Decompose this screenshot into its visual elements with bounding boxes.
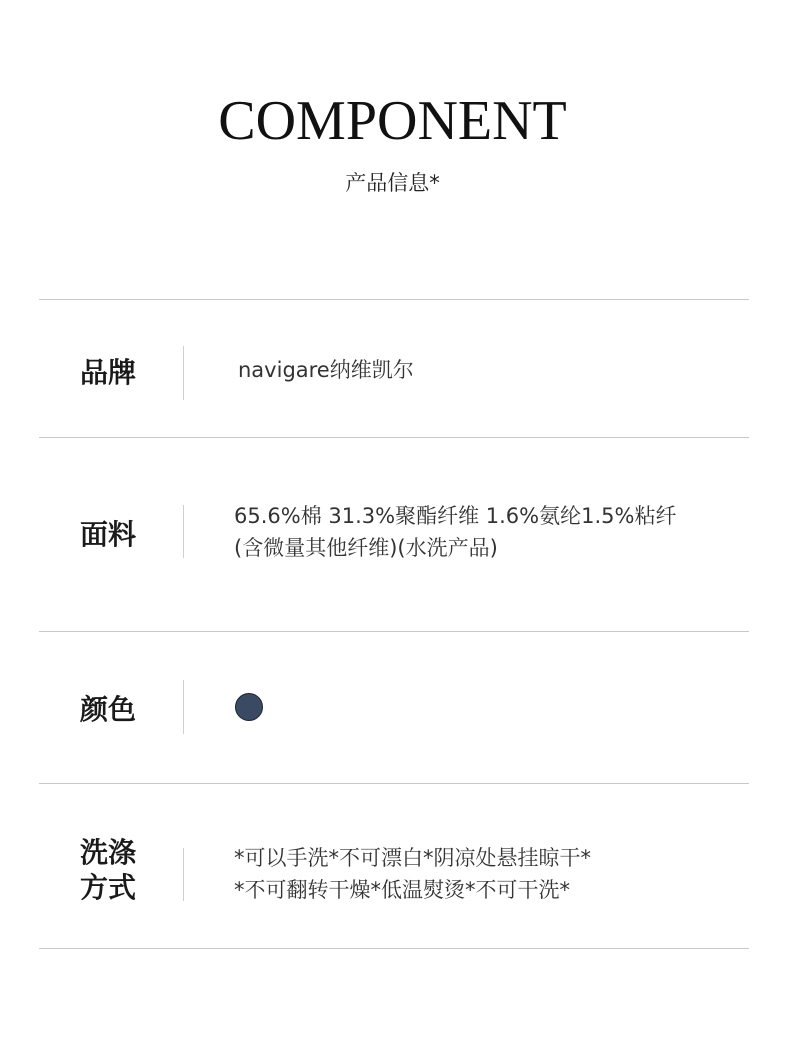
color-swatch: [235, 693, 263, 721]
washing-line: *不可翻转干燥*低温熨烫*不可干洗*: [234, 878, 570, 902]
fabric-label: 面料: [80, 518, 137, 551]
brand-label: 品牌: [80, 356, 137, 389]
fabric-value: [234, 500, 724, 564]
divider-bottom: [39, 948, 749, 949]
washing-value: [234, 842, 724, 906]
washing-line: *可以手洗*不可漂白*阴凉处悬挂晾干*: [234, 846, 591, 870]
washing-label-line: 方式: [80, 871, 137, 904]
row-fabric: [39, 438, 749, 631]
row-brand: [39, 300, 749, 437]
page-title: COMPONENT: [218, 90, 567, 152]
washing-column-divider: [183, 848, 184, 901]
fabric-column-divider: [183, 505, 184, 558]
washing-label: [80, 835, 150, 905]
color-column-divider: [183, 680, 184, 734]
washing-label-line: 洗涤: [80, 836, 137, 869]
brand-value: navigare纳维凯尔: [238, 358, 414, 382]
brand-column-divider: [183, 346, 184, 400]
row-color: [39, 632, 749, 783]
color-label: 颜色: [80, 693, 137, 726]
fabric-line: (含微量其他纤维)(水洗产品): [234, 536, 498, 560]
fabric-line: 65.6%棉 31.3%聚酯纤维 1.6%氨纶1.5%粘纤: [234, 504, 677, 528]
row-washing: [39, 784, 749, 948]
page-subtitle: 产品信息*: [345, 171, 440, 195]
